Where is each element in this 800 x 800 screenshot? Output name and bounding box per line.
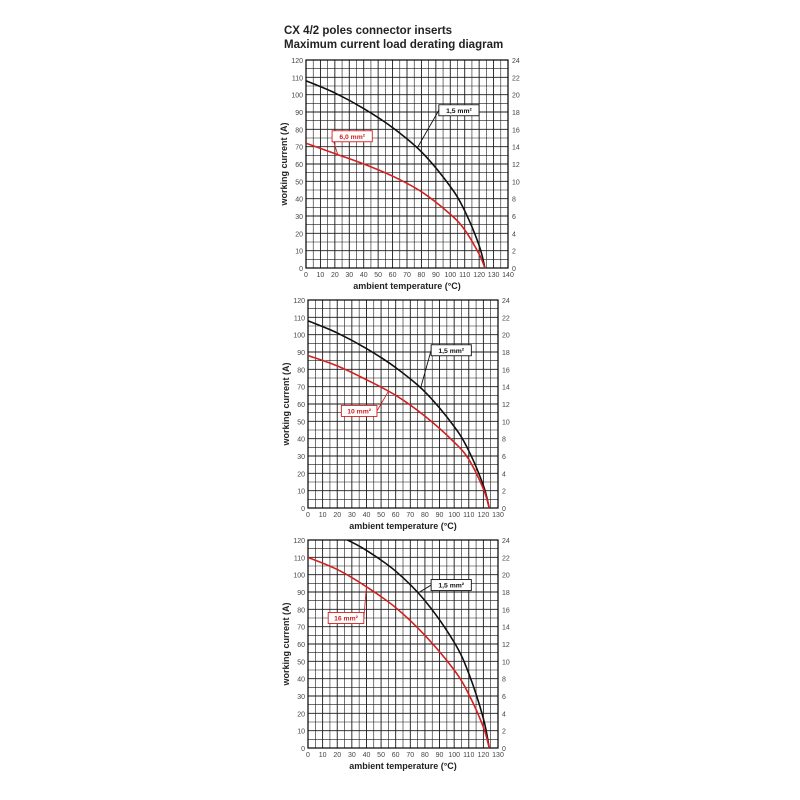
y2-tick-label: 14 (512, 144, 520, 152)
x-tick-label: 50 (374, 272, 383, 279)
annotation-label: 16 mm² (334, 615, 358, 623)
x-tick-label: 0 (306, 512, 310, 519)
y-tick-label: 90 (295, 110, 303, 117)
x-tick-label: 80 (421, 752, 429, 759)
y2-tick-label: 4 (512, 231, 516, 239)
annotation-label: 1,5 mm² (446, 107, 472, 115)
y2-tick-label: 24 (512, 58, 520, 65)
y2-tick-label: 14 (502, 384, 510, 392)
y2-tick-label: 4 (502, 711, 506, 719)
x-tick-label: 50 (377, 752, 385, 759)
x-axis-label: ambient temperature (°C) (349, 761, 457, 771)
y2-tick-label: 6 (512, 214, 516, 221)
y2-tick-label: 24 (502, 298, 510, 305)
y-tick-label: 30 (297, 694, 305, 701)
y2-tick-label: 8 (502, 436, 506, 444)
y-tick-label: 70 (295, 144, 303, 152)
y2-tick-label: 22 (502, 315, 510, 323)
x-tick-label: 110 (463, 512, 475, 519)
y-tick-label: 60 (297, 402, 305, 409)
y2-tick-label: 24 (502, 538, 510, 545)
x-tick-label: 80 (421, 512, 429, 519)
annotation-leader-line (377, 391, 388, 411)
x-tick-label: 40 (359, 272, 368, 279)
y-axis-label: working current (A) (281, 602, 291, 686)
y-tick-label: 120 (293, 298, 305, 305)
x-tick-label: 100 (444, 272, 457, 279)
x-tick-label: 10 (318, 512, 327, 519)
annotation-label: 1,5 mm² (438, 347, 465, 355)
x-tick-label: 70 (406, 752, 415, 759)
y2-tick-label: 8 (512, 196, 516, 204)
x-tick-label: 40 (362, 512, 371, 519)
y2-tick-label: 6 (502, 694, 506, 701)
annotation-label: 1,5 mm² (438, 582, 465, 590)
x-tick-label: 0 (306, 752, 310, 759)
y-tick-label: 100 (293, 572, 305, 580)
x-tick-label: 30 (345, 272, 354, 279)
x-tick-label: 30 (347, 752, 356, 759)
y-tick-label: 90 (297, 590, 305, 597)
y-tick-label: 50 (295, 179, 303, 187)
y2-tick-label: 4 (502, 471, 506, 479)
y2-tick-label: 0 (512, 266, 516, 273)
x-tick-label: 120 (473, 272, 485, 279)
y2-tick-label: 16 (502, 607, 510, 615)
x-tick-label: 50 (377, 512, 385, 519)
y-tick-label: 20 (295, 231, 303, 239)
x-axis-label: ambient temperature (°C) (349, 521, 457, 531)
x-tick-label: 40 (362, 752, 371, 759)
diagram-subtitle: Maximum current load derating diagram (284, 39, 504, 51)
x-tick-label: 110 (463, 752, 475, 759)
y-tick-label: 10 (297, 728, 305, 736)
y-tick-label: 80 (297, 367, 305, 375)
y-tick-label: 120 (293, 538, 305, 545)
y2-tick-label: 2 (502, 488, 506, 496)
y-tick-label: 60 (295, 162, 303, 169)
y2-tick-label: 12 (502, 402, 510, 409)
series-line-6-0-mm (306, 143, 485, 268)
y2-tick-label: 10 (502, 659, 510, 667)
x-tick-label: 80 (417, 272, 426, 279)
y2-tick-label: 10 (502, 419, 510, 427)
x-tick-label: 90 (431, 272, 440, 279)
x-tick-label: 130 (492, 512, 504, 519)
x-tick-label: 130 (487, 272, 500, 279)
y-tick-label: 80 (295, 127, 303, 135)
y-tick-label: 70 (297, 624, 305, 632)
x-tick-label: 90 (435, 752, 444, 759)
y2-tick-label: 8 (502, 676, 506, 684)
y-tick-label: 0 (301, 746, 305, 753)
y2-tick-label: 16 (502, 367, 510, 375)
y-tick-label: 0 (301, 506, 305, 513)
derating-chart-1-5-vs-10 (0, 290, 800, 530)
y2-tick-label: 18 (512, 110, 520, 117)
y-tick-label: 0 (299, 266, 303, 273)
x-tick-label: 60 (388, 272, 397, 279)
x-axis-label: ambient temperature (°C) (353, 281, 461, 291)
annotation-label: 6,0 mm² (339, 133, 366, 141)
x-tick-label: 20 (333, 752, 342, 759)
series-line-10-mm (308, 355, 489, 508)
y2-tick-label: 22 (512, 75, 520, 83)
x-tick-label: 100 (448, 752, 460, 759)
y2-tick-label: 16 (512, 127, 520, 135)
y-tick-label: 100 (293, 332, 305, 340)
y2-tick-label: 10 (512, 179, 520, 187)
y-tick-label: 60 (297, 642, 305, 649)
y2-tick-label: 2 (502, 728, 506, 736)
x-tick-label: 60 (391, 512, 400, 519)
y2-tick-label: 20 (502, 332, 510, 340)
y2-tick-label: 0 (502, 746, 506, 753)
y-tick-label: 10 (295, 248, 303, 256)
y-tick-label: 50 (297, 659, 305, 667)
y-tick-label: 110 (291, 75, 303, 83)
x-tick-label: 140 (502, 272, 514, 279)
x-tick-label: 30 (347, 512, 356, 519)
y-tick-label: 120 (291, 58, 303, 65)
y2-tick-label: 22 (502, 555, 510, 563)
y-tick-label: 50 (297, 419, 305, 427)
x-tick-label: 0 (304, 272, 308, 279)
y2-tick-label: 2 (512, 248, 516, 256)
x-tick-label: 60 (391, 752, 400, 759)
y-tick-label: 40 (297, 436, 305, 444)
y2-tick-label: 14 (502, 624, 510, 632)
y-tick-label: 110 (293, 315, 305, 323)
x-tick-label: 10 (318, 752, 327, 759)
x-tick-label: 70 (406, 512, 415, 519)
x-tick-label: 100 (448, 512, 460, 519)
y2-tick-label: 18 (502, 350, 510, 357)
y2-tick-label: 6 (502, 454, 506, 461)
y-tick-label: 70 (297, 384, 305, 392)
y-tick-label: 40 (295, 196, 303, 204)
derating-chart-1-5-vs-6-0 (0, 0, 800, 300)
y-tick-label: 80 (297, 607, 305, 615)
y-tick-label: 10 (297, 488, 305, 496)
annotation-label: 10 mm² (347, 408, 372, 416)
y-tick-label: 90 (297, 350, 305, 357)
derating-chart-1-5-vs-16 (0, 530, 800, 770)
x-tick-label: 110 (459, 272, 471, 279)
y-tick-label: 110 (293, 555, 305, 563)
y-tick-label: 20 (297, 471, 305, 479)
y2-tick-label: 20 (512, 92, 520, 100)
x-tick-label: 90 (435, 512, 444, 519)
y-axis-label: working current (A) (281, 362, 291, 446)
x-tick-label: 20 (333, 512, 342, 519)
y-axis-label: working current (A) (279, 122, 289, 206)
x-tick-label: 10 (316, 272, 325, 279)
y-tick-label: 100 (291, 92, 303, 100)
x-tick-label: 120 (477, 512, 490, 519)
y-tick-label: 40 (297, 676, 305, 684)
x-tick-label: 70 (403, 272, 411, 279)
y-tick-label: 30 (297, 454, 305, 461)
x-tick-label: 130 (492, 752, 504, 759)
x-tick-label: 20 (330, 272, 339, 279)
y2-tick-label: 12 (512, 162, 520, 169)
y-tick-label: 20 (297, 711, 305, 719)
y2-tick-label: 0 (502, 506, 506, 513)
x-tick-label: 120 (477, 752, 490, 759)
y2-tick-label: 18 (502, 590, 510, 597)
diagram-title: CX 4/2 poles connector inserts (284, 25, 453, 37)
y-tick-label: 30 (295, 214, 303, 221)
y2-tick-label: 12 (502, 642, 510, 649)
y2-tick-label: 20 (502, 572, 510, 580)
